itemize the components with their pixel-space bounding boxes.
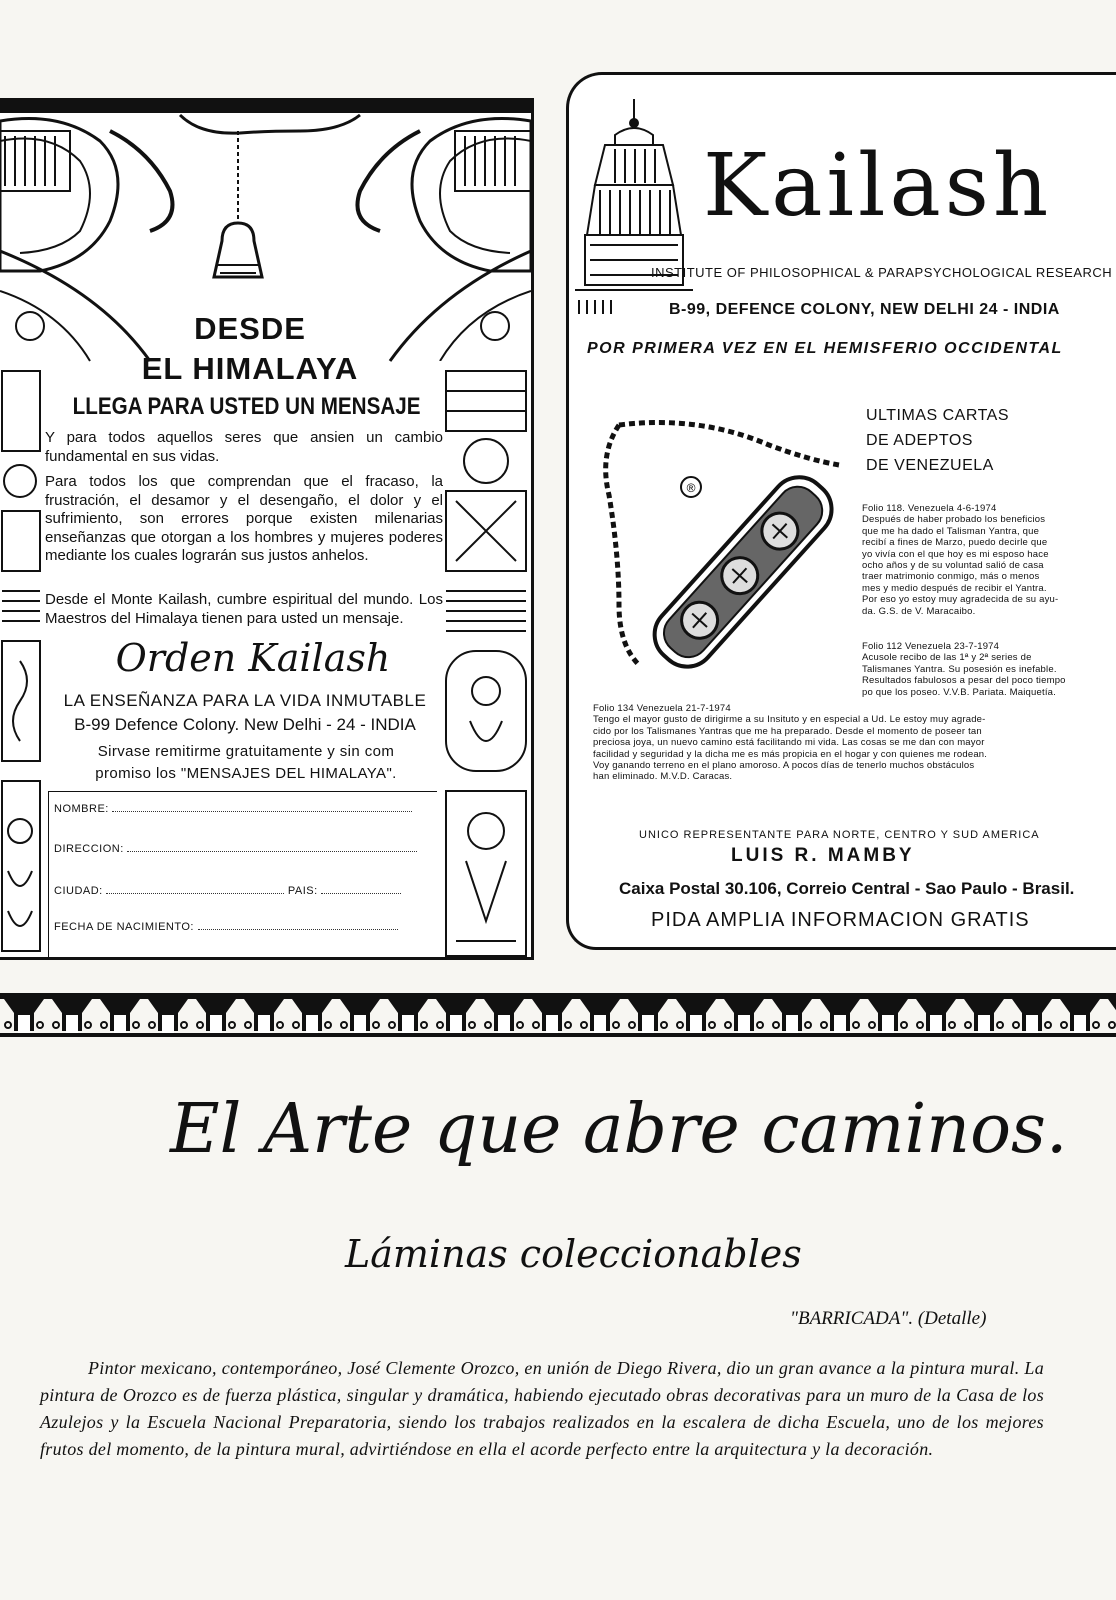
ultimas-line-2: DE ADEPTOS (866, 432, 973, 449)
folio-line: Folio 112 Venezuela 23-7-1974 (862, 641, 1000, 652)
folio-line: recibí a fines de Marzo, puedo decirle que (862, 537, 1048, 549)
ciudad-line (106, 883, 284, 894)
nombre-field[interactable] (54, 801, 434, 815)
folio-line: po que los poseo. V.V.B. Pariata. Maiquetía. (862, 686, 1057, 698)
ensenanza-line: LA ENSEÑANZA PARA LA VIDA INMUTABLE (63, 691, 427, 710)
headline-mensaje: LLEGA PARA USTED UN MENSAJE (72, 393, 421, 420)
ciudad-label: CIUDAD: (54, 885, 103, 897)
ultimas-line-1: ULTIMAS CARTAS (866, 407, 1010, 424)
right-column-ornament (440, 361, 531, 960)
article-subtitle: Láminas coleccionables (345, 1232, 802, 1276)
postal-address: Caixa Postal 30.106, Correio Central - Sao Paulo - Brasil. (619, 879, 1075, 898)
folio-line: traer matrimonio conmigo, más o menos (862, 571, 1040, 583)
request-text (56, 741, 436, 785)
folio-line: que me ha dado el Talisman Yantra, que (862, 525, 1040, 537)
kailash-paragraph: Desde el Monte Kailash, cumbre espiritual del mundo. Los Maestros del Himalaya tienen para usted un mensaje. (45, 591, 443, 627)
pais-line (321, 883, 401, 894)
intro-paragraph: Y para todos aquellos seres que ansien un cambio fundamental en sus vidas. (45, 429, 443, 465)
folio-line: Por eso yo estoy muy agradecida de su ayu- (862, 594, 1059, 606)
nombre-line (112, 801, 412, 812)
headline-desde: DESDE (194, 311, 306, 346)
direccion-label: DIRECCION: (54, 843, 124, 855)
fecha-label: FECHA DE NACIMIENTO: (54, 921, 194, 933)
temple-icon (575, 95, 693, 315)
orden-kailash-ad (0, 98, 534, 960)
ornate-arch-illustration (0, 101, 531, 391)
kailash-institute-ad (566, 72, 1116, 950)
ultimas-line-3: DE VENEZUELA (866, 457, 994, 474)
fecha-line (198, 919, 398, 930)
request-line-1: Sirvase remitirme gratuitamente y sin com (97, 743, 395, 760)
representative-name: LUIS R. MAMBY (731, 845, 915, 866)
pais-label: PAIS: (287, 885, 318, 897)
folio-line: Folio 134 Venezuela 21-7-1974 (593, 703, 731, 714)
orden-kailash-logo: Orden Kailash (115, 636, 391, 680)
body-paragraph: Para todos los que comprendan que el fracaso, la frustración, el desamor y el desengaño, el dolor y el sufrimiento, son errores porque existen milenarias enseñanzas que otorgan a los hombres y mujeres poderes mediante los cuales lograrán sus justos anhelos. (45, 473, 443, 564)
headline-himalaya: EL HIMALAYA (141, 351, 359, 386)
article-title: El Arte que abre caminos. (170, 1090, 1068, 1169)
testimonial-folio-118 (862, 503, 1116, 617)
folio-line: da. G.S. de V. Maracaibo. (862, 605, 976, 617)
direccion-line (127, 841, 417, 852)
folio-line: Voy ganando terreno en el plano amoroso. A pocos días de tenerlo muchos obstáculos (593, 760, 975, 772)
ciudad-pais-field[interactable] (54, 883, 434, 897)
info-request-line: PIDA AMPLIA INFORMACION GRATIS (651, 909, 1030, 931)
talisman-amulet-image (589, 405, 859, 705)
registered-mark: ® (686, 481, 696, 495)
artwork-caption: "BARRICADA". (Detalle) (790, 1308, 987, 1329)
coupon-form (48, 791, 437, 960)
ornamental-border-strip (0, 985, 1116, 1041)
fecha-field[interactable] (54, 919, 434, 933)
tagline: POR PRIMERA VEZ EN EL HEMISFERIO OCCIDENTAL (587, 340, 1063, 357)
folio-line: ocho años y de su voluntad salió de casa (862, 560, 1044, 572)
left-column-ornament (0, 361, 44, 960)
folio-line: Después de haber probado los beneficios (862, 514, 1046, 526)
folio-line: Talismanes Yantra. Su posesión es inefable. (862, 663, 1057, 675)
folio-line: mes y medio después de recibir el Yantra. (862, 582, 1047, 594)
nombre-label: NOMBRE: (54, 803, 109, 815)
folio-line: facilidad y seguridad y la dicha me es más propicia en el hogar y con quienes me rodean. (593, 748, 988, 760)
article-body: Pintor mexicano, contemporáneo, José Clemente Orozco, en unión de Diego Rivera, dio un gran avance a la pintura mural. La pintura de Orozco es de fuerza plástica, singular y dramática, habiendo ejecutado obras decorativas para un muro de la Casa de los Azulejos y la Escuela Nacional Preparatoria, siendo los trabajos realizados en la escalera de dicha Escuela, uno de los mejores frutos del momento, de la pintura mural, advirtiéndose en ella el acorde perfecto entre la arquitectura y la decoración. (40, 1358, 1044, 1459)
testimonial-folio-112 (862, 641, 1116, 698)
address-line: B-99 Defence Colony. New Delhi - 24 - INDIA (74, 715, 416, 734)
folio-line: yo vivía con el que hoy es mi esposo hace (862, 548, 1049, 560)
request-line-2: promiso los "MENSAJES DEL HIMALAYA". (95, 765, 397, 782)
institute-address: B-99, DEFENCE COLONY, NEW DELHI 24 - INDIA (669, 301, 1060, 318)
kailash-logo: Kailash (703, 136, 1053, 236)
folio-line: preciosa joya, un nuevo camino está facilitando mi vida. Las cosas se me dan con mayor (593, 737, 985, 749)
institute-name: INSTITUTE OF PHILOSOPHICAL & PARAPSYCHOLOGICAL RESEARCH (651, 265, 1113, 280)
folio-line: han eliminado. M.V.D. Caracas. (593, 771, 733, 783)
testimonial-folio-134 (593, 703, 1116, 783)
folio-line: Resultados fabulosos a pesar del poco tiempo (862, 675, 1066, 687)
folio-line: Acusole recibo de las 1ª y 2ª series de (862, 652, 1032, 664)
folio-line: Folio 118. Venezuela 4-6-1974 (862, 503, 997, 514)
representative-label: UNICO REPRESENTANTE PARA NORTE, CENTRO Y SUD AMERICA (639, 829, 1040, 841)
folio-line: Tengo el mayor gusto de dirigirme a su Insituto y en especial a Ud. Le estoy muy agrade- (593, 714, 986, 726)
folio-line: cido por los Talismanes Yantras que me ha preparado. Desde el momento de poseer tan (593, 725, 982, 737)
direccion-field[interactable] (54, 841, 434, 855)
ultimas-cartas-heading (866, 403, 1009, 478)
